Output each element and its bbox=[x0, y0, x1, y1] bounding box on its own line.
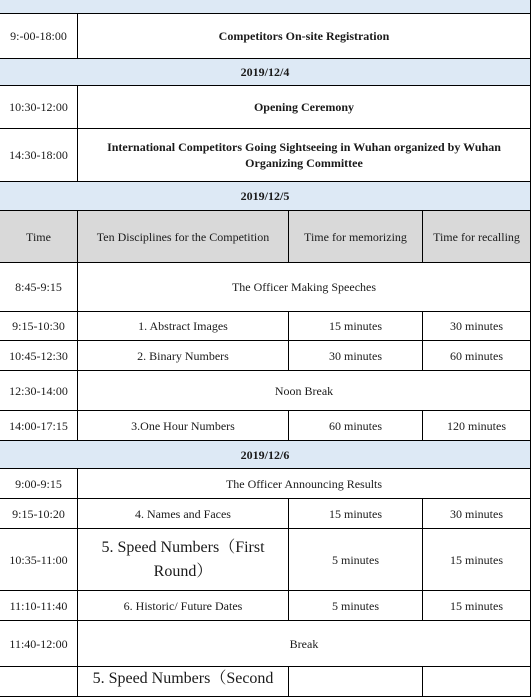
time-cell: 10:35-11:00 bbox=[0, 529, 78, 591]
discipline-cell: 3.One Hour Numbers bbox=[78, 411, 289, 441]
recalling-cell: 60 minutes bbox=[423, 341, 531, 371]
recalling-cell: 120 minutes bbox=[423, 411, 531, 441]
recalling-cell: 15 minutes bbox=[423, 591, 531, 621]
column-header-recalling: Time for recalling bbox=[423, 211, 531, 263]
event-cell: The Officer Announcing Results bbox=[78, 469, 531, 499]
memorizing-cell: 5 minutes bbox=[289, 529, 423, 591]
time-cell: 14:00-17:15 bbox=[0, 411, 78, 441]
event-cell: Noon Break bbox=[78, 371, 531, 411]
time-cell: 10:45-12:30 bbox=[0, 341, 78, 371]
event-cell: Competitors On-site Registration bbox=[78, 14, 531, 59]
time-cell: 11:40-12:00 bbox=[0, 621, 78, 667]
time-cell: 9:15-10:30 bbox=[0, 312, 78, 341]
column-header-time: Time bbox=[0, 211, 78, 263]
discipline-cell: 4. Names and Faces bbox=[78, 499, 289, 529]
discipline-cell: 1. Abstract Images bbox=[78, 312, 289, 341]
date-header: 2019/12/6 bbox=[0, 441, 531, 469]
time-cell: 12:30-14:00 bbox=[0, 371, 78, 411]
memorizing-cell bbox=[289, 667, 423, 697]
time-cell: 10:30-12:00 bbox=[0, 86, 78, 129]
date-header: 2019/12/5 bbox=[0, 182, 531, 211]
memorizing-cell: 60 minutes bbox=[289, 411, 423, 441]
column-header-discipline: Ten Disciplines for the Competition bbox=[78, 211, 289, 263]
recalling-cell: 30 minutes bbox=[423, 499, 531, 529]
recalling-cell bbox=[423, 667, 531, 697]
event-cell: Opening Ceremony bbox=[78, 86, 531, 129]
recalling-cell: 30 minutes bbox=[423, 312, 531, 341]
time-cell: 11:10-11:40 bbox=[0, 591, 78, 621]
discipline-cell: 5. Speed Numbers（Second bbox=[78, 667, 289, 697]
discipline-cell: 2. Binary Numbers bbox=[78, 341, 289, 371]
memorizing-cell: 15 minutes bbox=[289, 312, 423, 341]
time-cell: 9:15-10:20 bbox=[0, 499, 78, 529]
time-cell: 14:30-18:00 bbox=[0, 129, 78, 182]
event-cell: International Competitors Going Sightseeing in Wuhan organized by Wuhan Organizing Committee bbox=[78, 129, 531, 182]
memorizing-cell: 15 minutes bbox=[289, 499, 423, 529]
time-cell: 9:-00-18:00 bbox=[0, 14, 78, 59]
column-header-memorizing: Time for memorizing bbox=[289, 211, 423, 263]
memorizing-cell: 30 minutes bbox=[289, 341, 423, 371]
time-cell: 9:00-9:15 bbox=[0, 469, 78, 499]
recalling-cell: 15 minutes bbox=[423, 529, 531, 591]
date-header: 2019/12/4 bbox=[0, 59, 531, 86]
discipline-cell: 5. Speed Numbers（First Round） bbox=[78, 529, 289, 591]
memorizing-cell: 5 minutes bbox=[289, 591, 423, 621]
time-cell bbox=[0, 667, 78, 697]
event-cell: Break bbox=[78, 621, 531, 667]
table-row-top-band bbox=[0, 0, 531, 14]
time-cell: 8:45-9:15 bbox=[0, 263, 78, 312]
discipline-cell: 6. Historic/ Future Dates bbox=[78, 591, 289, 621]
event-cell: The Officer Making Speeches bbox=[78, 263, 531, 312]
